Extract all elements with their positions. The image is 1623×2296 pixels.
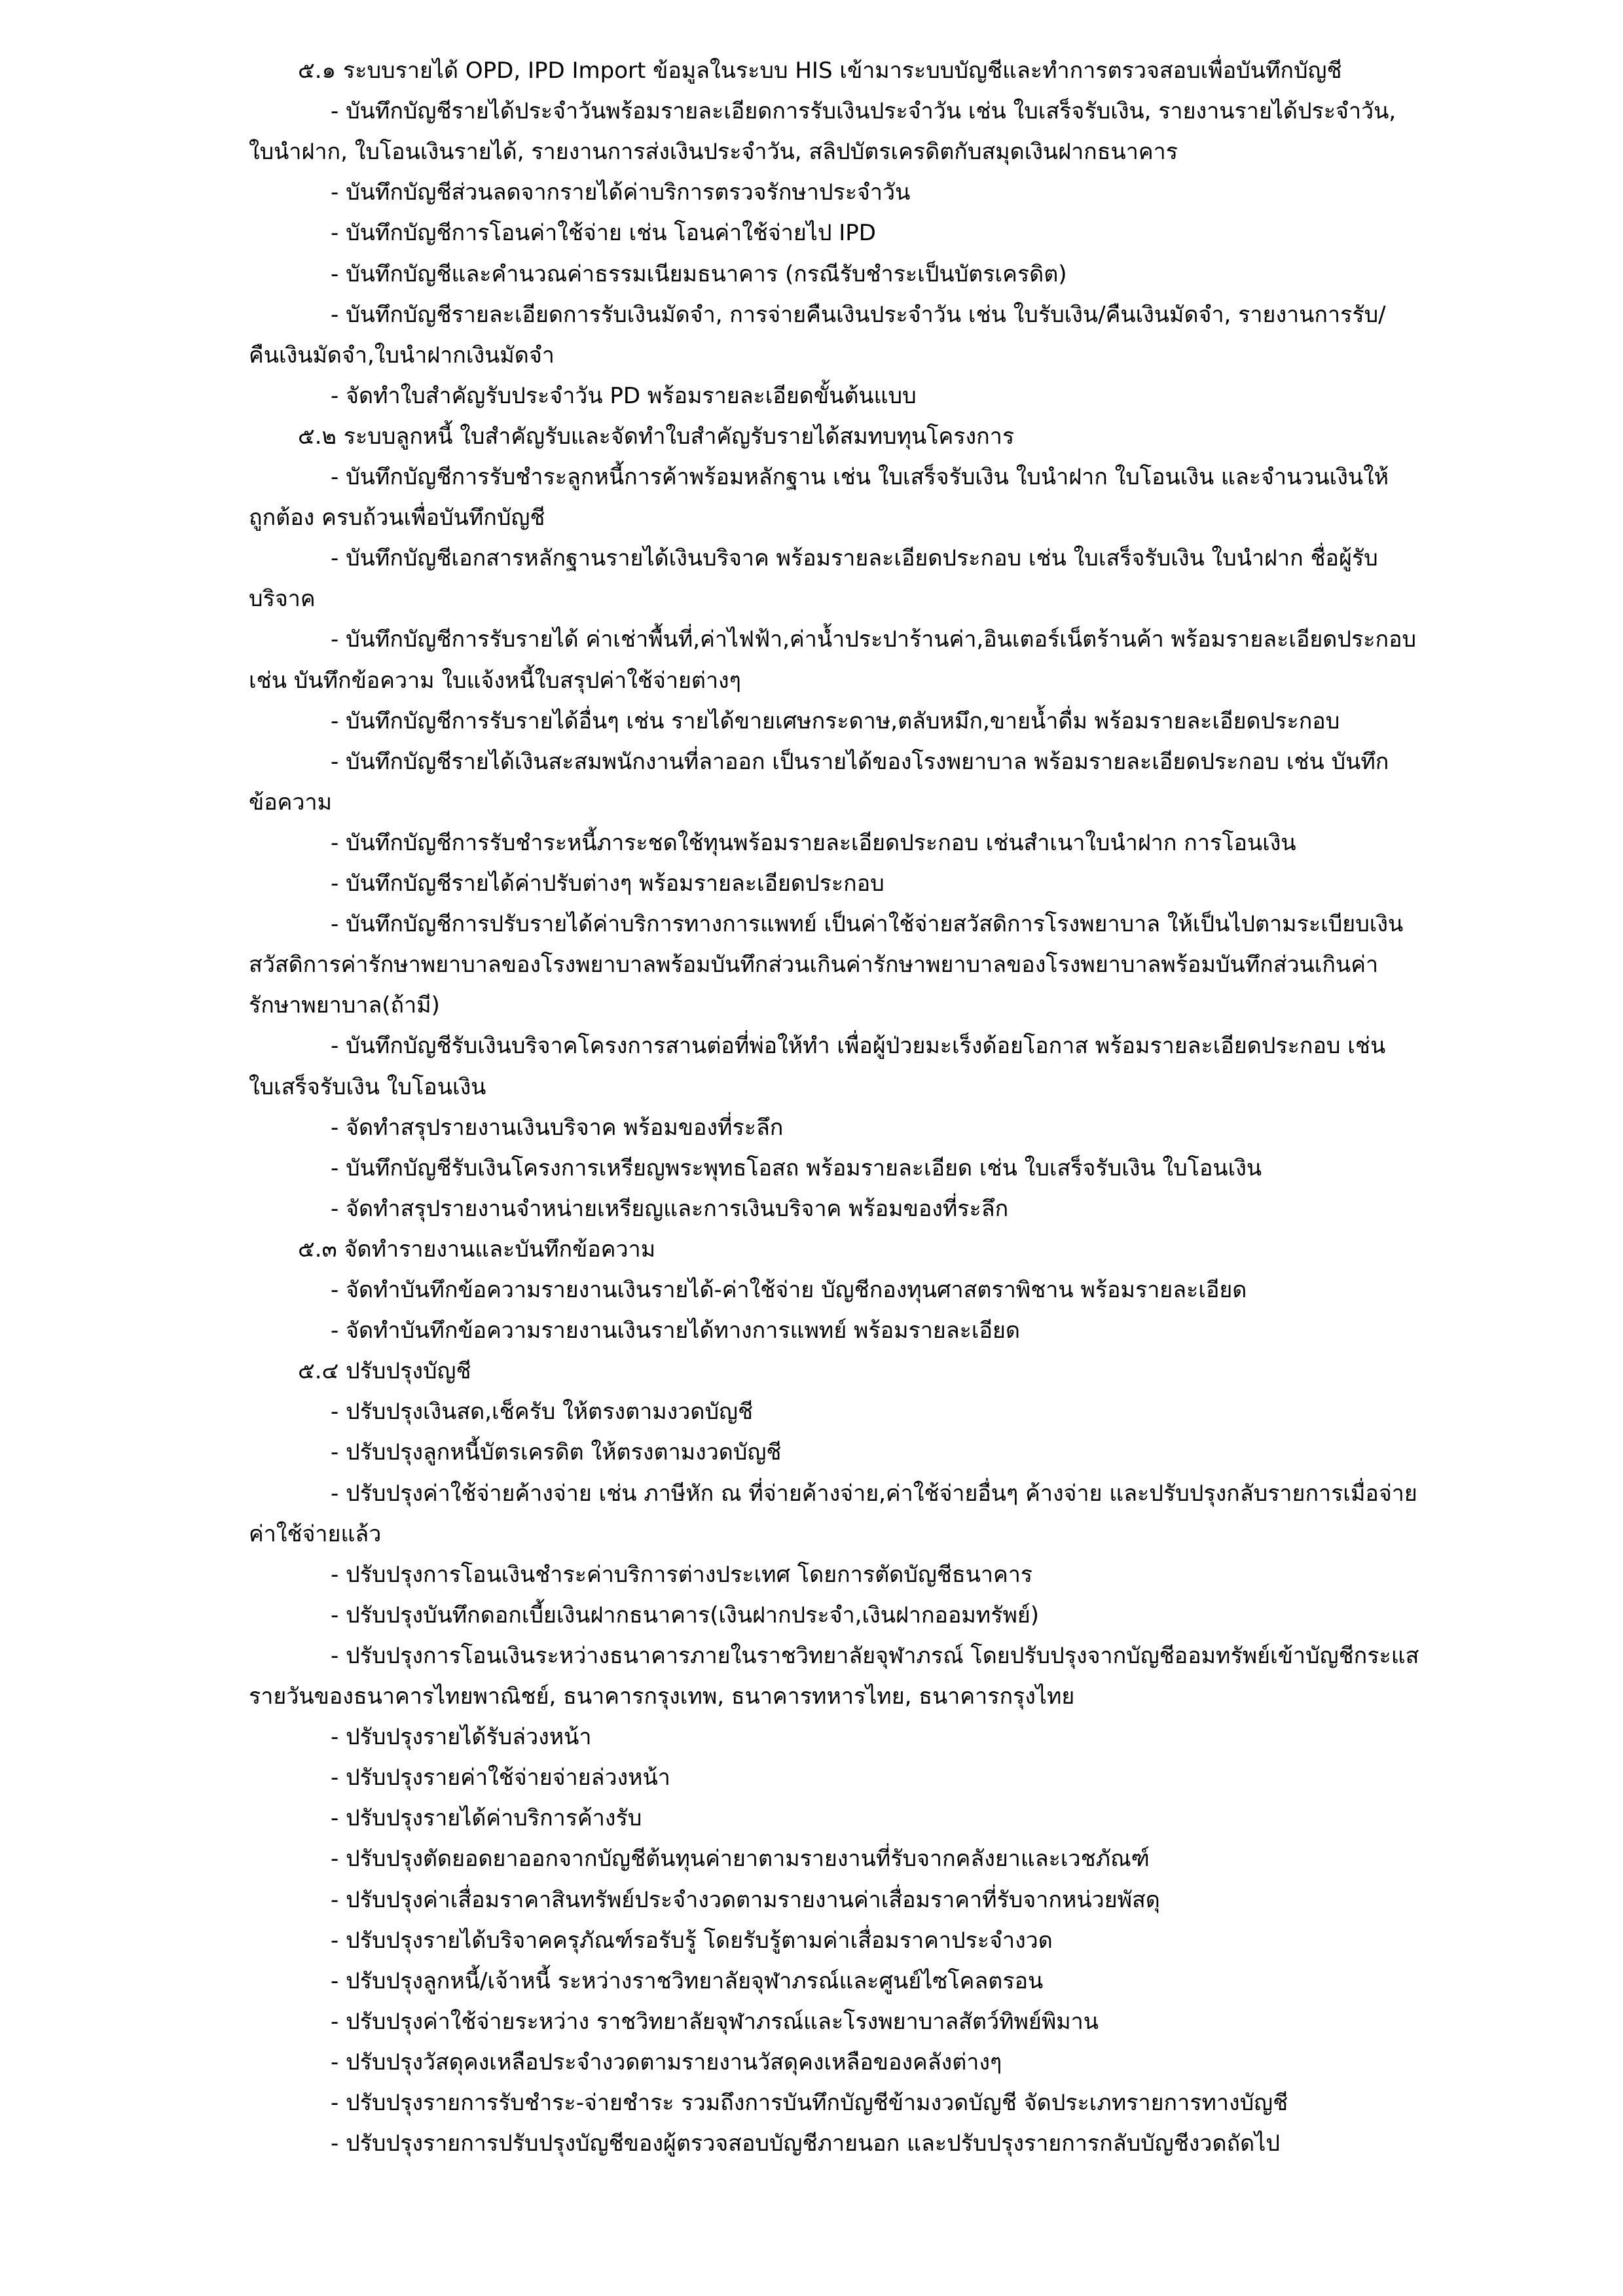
continuation-line: เช่น บันทึกข้อความ ใบแจ้งหนี้ใบสรุปค่าใช้จ่ายต่างๆ xyxy=(249,668,741,694)
bullet-item: - บันทึกบัญชีรายได้ประจำวันพร้อมรายละเอียดการรับเงินประจำวัน เช่น ใบเสร็จรับเงิน, รายงานรายได้ประจำวัน, xyxy=(331,98,1396,124)
bullet-item: - บันทึกบัญชีและคำนวณค่าธรรมเนียมธนาคาร (กรณีรับชำระเป็นบัตรเครดิต) xyxy=(331,261,1067,287)
bullet-item: - ปรับปรุงรายได้ค่าบริการค้างรับ xyxy=(331,1805,642,1831)
bullet-item: - ปรับปรุงเงินสด,เช็ครับ ให้ตรงตามงวดบัญชี xyxy=(331,1399,754,1425)
bullet-item: - จัดทำสรุปรายงานจำหน่ายเหรียญและการเงินบริจาค พร้อมของที่ระลึก xyxy=(331,1196,1009,1222)
bullet-item: - ปรับปรุงค่าใช้จ่ายระหว่าง ราชวิทยาลัยจุฬาภรณ์และโรงพยาบาลสัตว์ทิพย์พิมาน xyxy=(331,2009,1099,2035)
bullet-item: - บันทึกบัญชีการรับชำระลูกหนี้การค้าพร้อมหลักฐาน เช่น ใบเสร็จรับเงิน ใบนำฝาก ใบโอนเงิน และจำนวนเงินให้ xyxy=(331,464,1389,490)
continuation-line: ใบเสร็จรับเงิน ใบโอนเงิน xyxy=(249,1074,486,1100)
continuation-line: คืนเงินมัดจำ,ใบนำฝากเงินมัดจำ xyxy=(249,342,555,368)
continuation-line: สวัสดิการค่ารักษาพยาบาลของโรงพยาบาลพร้อมบันทึกส่วนเกินค่ารักษาพยาบาลของโรงพยาบาลพร้อมบันทึกส่วนเกินค่า xyxy=(249,952,1379,978)
section-heading: ๕.๒ ระบบลูกหนี้ ใบสำคัญรับและจัดทำใบสำคัญรับรายได้สมทบทุนโครงการ xyxy=(298,423,1015,450)
continuation-line: ข้อความ xyxy=(249,789,333,816)
continuation-line: ใบนำฝาก, ใบโอนเงินรายได้, รายงานการส่งเงินประจำวัน, สลิปบัตรเครดิตกับสมุดเงินฝากธนาคาร xyxy=(249,139,1178,165)
bullet-item: - ปรับปรุงรายการปรับปรุงบัญชีของผู้ตรวจสอบบัญชีภายนอก และปรับปรุงรายการกลับบัญชีงวดถัดไป xyxy=(331,2130,1280,2157)
bullet-item: - บันทึกบัญชีรายได้เงินสะสมพนักงานที่ลาออก เป็นรายได้ของโรงพยาบาล พร้อมรายละเอียดประกอบ เช่น บันทึก xyxy=(331,749,1389,775)
bullet-item: - บันทึกบัญชีรับเงินบริจาคโครงการสานต่อที่พ่อให้ทำ เพื่อผู้ป่วยมะเร็งด้อยโอกาส พร้อมรายละเอียดประกอบ เช่น xyxy=(331,1033,1386,1059)
continuation-line: รายวันของธนาคารไทยพาณิชย์, ธนาคารกรุงเทพ, ธนาคารทหารไทย, ธนาคารกรุงไทย xyxy=(249,1683,1075,1710)
bullet-item: - จัดทำใบสำคัญรับประจำวัน PD พร้อมรายละเอียดขั้นต้นแบบ xyxy=(331,383,917,409)
bullet-item: - ปรับปรุงรายการรับชำระ-จ่ายชำระ รวมถึงการบันทึกบัญชีข้ามงวดบัญชี จัดประเภทรายการทางบัญชี xyxy=(331,2090,1288,2116)
bullet-item: - บันทึกบัญชีการรับรายได้ ค่าเช่าพื้นที่,ค่าไฟฟ้า,ค่าน้ำประปาร้านค่า,อินเตอร์เน็ตร้านค้า พร้อมรายละเอียดประกอบ xyxy=(331,626,1417,653)
bullet-item: - บันทึกบัญชีเอกสารหลักฐานรายได้เงินบริจาค พร้อมรายละเอียดประกอบ เช่น ใบเสร็จรับเงิน ใบนำฝาก ชื่อผู้รับ xyxy=(331,545,1378,571)
bullet-item: - ปรับปรุงตัดยอดยาออกจากบัญชีต้นทุนค่ายาตามรายงานที่รับจากคลังยาและเวชภัณฑ์ xyxy=(331,1846,1150,1872)
bullet-item: - ปรับปรุงรายได้รับล่วงหน้า xyxy=(331,1724,592,1750)
continuation-line: ค่าใช้จ่ายแล้ว xyxy=(249,1521,382,1547)
continuation-line: ถูกต้อง ครบถ้วนเพื่อบันทึกบัญชี xyxy=(249,505,545,531)
bullet-item: - ปรับปรุงค่าใช้จ่ายค้างจ่าย เช่น ภาษีหัก ณ ที่จ่ายค้างจ่าย,ค่าใช้จ่ายอื่นๆ ค้างจ่าย และปรับปรุงกลับรายการเมื่อจ่าย xyxy=(331,1480,1417,1507)
bullet-item: - บันทึกบัญชีส่วนลดจากรายได้ค่าบริการตรวจรักษาประจำวัน xyxy=(331,179,911,206)
section-heading: ๕.๑ ระบบรายได้ OPD, IPD Import ข้อมูลในระบบ HIS เข้ามาระบบบัญชีและทำการตรวจสอบเพื่อบันทึกบัญชี xyxy=(298,58,1342,84)
bullet-item: - ปรับปรุงค่าเสื่อมราคาสินทรัพย์ประจำงวดตามรายงานค่าเสื่อมราคาที่รับจากหน่วยพัสดุ xyxy=(331,1887,1160,1913)
bullet-item: - บันทึกบัญชีรายได้ค่าปรับต่างๆ พร้อมรายละเอียดประกอบ xyxy=(331,870,884,897)
bullet-item: - ปรับปรุงบันทึกดอกเบี้ยเงินฝากธนาคาร(เงินฝากประจำ,เงินฝากออมทรัพย์) xyxy=(331,1602,1040,1628)
bullet-item: - ปรับปรุงรายได้บริจาคครุภัณฑ์รอรับรู้ โดยรับรู้ตามค่าเสื่อมราคาประจำงวด xyxy=(331,1928,1053,1954)
section-heading: ๕.๔ ปรับปรุงบัญชี xyxy=(298,1358,471,1384)
continuation-line: รักษาพยาบาล(ถ้ามี) xyxy=(249,992,440,1018)
bullet-item: - จัดทำสรุปรายงานเงินบริจาค พร้อมของที่ระลึก xyxy=(331,1115,784,1141)
bullet-item: - บันทึกบัญชีการรับชำระหนี้ภาระชดใช้ทุนพร้อมรายละเอียดประกอบ เช่นสำเนาใบนำฝาก การโอนเงิน xyxy=(331,830,1296,856)
section-heading: ๕.๓ จัดทำรายงานและบันทึกข้อความ xyxy=(298,1236,656,1263)
bullet-item: - ปรับปรุงการโอนเงินระหว่างธนาคารภายในราชวิทยาลัยจุฬาภรณ์ โดยปรับปรุงจากบัญชีออมทรัพย์เข้าบัญชีกระแส xyxy=(331,1643,1419,1669)
bullet-item: - จัดทำบันทึกข้อความรายงานเงินรายได้ทางการแพทย์ พร้อมรายละเอียด xyxy=(331,1318,1020,1344)
bullet-item: - ปรับปรุงลูกหนี้บัตรเครดิต ให้ตรงตามงวดบัญชี xyxy=(331,1439,782,1465)
bullet-item: - จัดทำบันทึกข้อความรายงานเงินรายได้-ค่าใช้จ่าย บัญชีกองทุนศาสตราพิชาน พร้อมรายละเอียด xyxy=(331,1277,1247,1303)
bullet-item: - ปรับปรุงการโอนเงินชำระค่าบริการต่างประเทศ โดยการตัดบัญชีธนาคาร xyxy=(331,1562,1033,1588)
bullet-item: - บันทึกบัญชีการโอนค่าใช้จ่าย เช่น โอนค่าใช้จ่ายไป IPD xyxy=(331,220,876,246)
bullet-item: - บันทึกบัญชีการปรับรายได้ค่าบริการทางการแพทย์ เป็นค่าใช้จ่ายสวัสดิการโรงพยาบาล ให้เป็นไปตามระเบียบเงิน xyxy=(331,911,1404,937)
bullet-item: - ปรับปรุงลูกหนี้/เจ้าหนี้ ระหว่างราชวิทยาลัยจุฬาภรณ์และศูนย์ไซโคลตรอน xyxy=(331,1968,1044,1994)
bullet-item: - ปรับปรุงรายค่าใช้จ่ายจ่ายล่วงหน้า xyxy=(331,1765,670,1791)
continuation-line: บริจาค xyxy=(249,586,316,612)
bullet-item: - บันทึกบัญชีการรับรายได้อื่นๆ เช่น รายได้ขายเศษกระดาษ,ตลับหมึก,ขายน้ำดื่ม พร้อมรายละเอียดประกอบ xyxy=(331,708,1340,734)
bullet-item: - บันทึกบัญชีรับเงินโครงการเหรียญพระพุทธโอสถ พร้อมรายละเอียด เช่น ใบเสร็จรับเงิน ใบโอนเงิน xyxy=(331,1155,1262,1181)
bullet-item: - บันทึกบัญชีรายละเอียดการรับเงินมัดจำ, การจ่ายคืนเงินประจำวัน เช่น ใบรับเงิน/คืนเงินมัดจำ, รายงานการรับ/ xyxy=(331,302,1386,328)
bullet-item: - ปรับปรุงวัสดุคงเหลือประจำงวดตามรายงานวัสดุคงเหลือของคลังต่างๆ xyxy=(331,2049,1002,2075)
